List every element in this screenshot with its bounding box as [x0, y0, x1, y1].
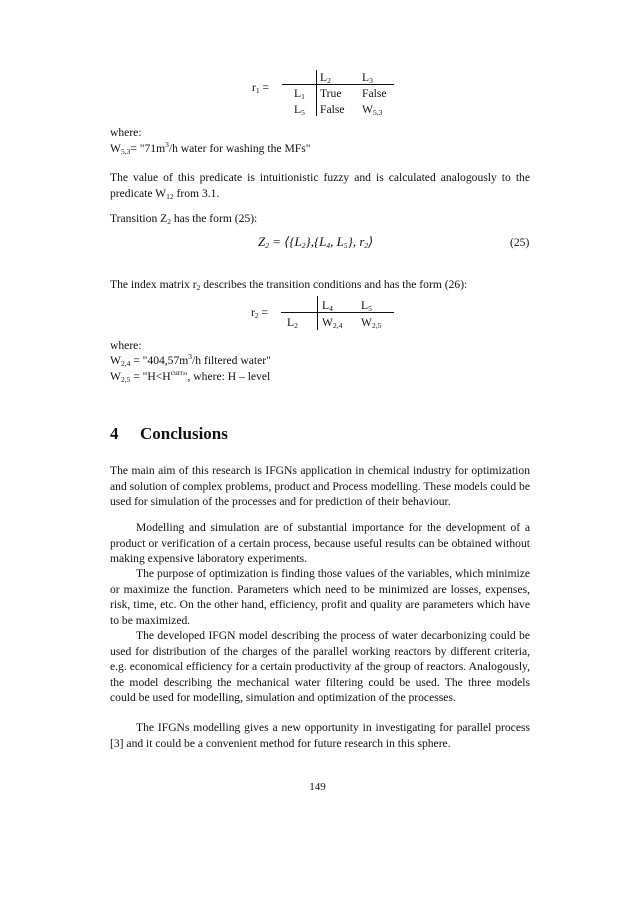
matrix-r1-vertical-rule: [316, 70, 317, 116]
equation-number: (25): [510, 236, 530, 249]
paragraph-transition: Transition $Z_2$ has the form (25):: [110, 212, 258, 226]
matrix-r1-horizontal-rule: [282, 84, 394, 85]
matrix-r2: [251, 296, 401, 332]
matrix-r2-label: $r_2$ =: [251, 306, 269, 320]
definition-w25: $W_{2,5}$ = "$H<H^{curr}$", where: H – level: [110, 368, 271, 384]
where-label: where:: [110, 339, 142, 352]
where-label: where:: [110, 126, 142, 139]
conclusions-paragraph-2: Modelling and simulation are of substantial importance for the development of a product or verification of a certain process, because useful results can be obtained without making expensive laboratory experiments.: [110, 521, 530, 565]
matrix-r2-col-header: $L_4$: [322, 299, 333, 313]
definition-w53: $W_{5,3}=$ "$71m^3/h$ water for washing the MFs": [110, 140, 311, 156]
definition-w24: $W_{2,4}$ = "$404,57m^3/h$ filtered water": [110, 352, 271, 368]
matrix-r2-row-header: $L_2$: [287, 316, 298, 330]
matrix-r1-col-header: $L_3$: [362, 71, 373, 85]
matrix-r1-row-header: $L_1$: [294, 87, 305, 101]
matrix-r1-label: $r_1$ =: [252, 81, 270, 95]
matrix-r2-col-header: $L_5$: [361, 299, 372, 313]
conclusions-paragraph-4: The developed IFGN model describing the process of water decarbonizing could be used for distribution of the charges of the parallel working reactors by different criteria, e.g. economical efficiency for a certain productivity af the group of reactors. Analogously, the model describing the mechanical water filtering could be used. The three models could be used for modelling, simulation and optimization of the processes.: [110, 629, 530, 704]
paragraph-fuzzy: The value of this predicate is intuitionistic fuzzy and is calculated analogously to the predicate $W_{12}$ from 3.1.: [110, 171, 530, 201]
section-heading: [110, 426, 228, 442]
conclusions-paragraph-5: The IFGNs modelling gives a new opportunity in investigating for parallel process [3] and it could be a convenient method for future research in this sphere.: [110, 721, 530, 750]
matrix-r2-horizontal-rule: [281, 312, 394, 313]
section-number: 4: [110, 424, 119, 443]
section-title: Conclusions: [140, 424, 228, 443]
matrix-r1-row-header: $L_5$: [294, 103, 305, 117]
matrix-r1-cell: True: [320, 87, 342, 100]
conclusions-paragraph-1: The main aim of this research is IFGNs application in chemical industry for optimization and solution of complex problems, product and Process modelling. These models could be used for simulation of the processes and for prediction of their behaviour.: [110, 464, 530, 508]
matrix-r1-cell: $W_{5,3}$: [362, 103, 383, 117]
matrix-r2-cell: $W_{2,4}$: [322, 316, 343, 330]
matrix-r1-col-header: $L_2$: [320, 71, 331, 85]
matrix-r1-cell: False: [320, 103, 345, 116]
formula-z2: $Z_2$ = $⟨\{L_2\},\{L_4$, $L_5$}, $r_2⟩$: [258, 234, 374, 250]
matrix-r2-cell: $W_{2,5}$: [361, 316, 382, 330]
page-number: 149: [309, 781, 326, 793]
matrix-r1-cell: False: [362, 87, 387, 100]
matrix-r1: [252, 70, 402, 120]
conclusions-paragraph-3: The purpose of optimization is finding those values of the variables, which minimize or maximize the function. Parameters which need to be minimized are losses, expenses, risk, time, etc. On the other hand, efficiency, profit and quality are parameters which have to be maximized.: [110, 567, 530, 627]
matrix-r2-vertical-rule: [317, 296, 318, 330]
paragraph-index-matrix: The index matrix $r_2$ describes the transition conditions and has the form (26):: [110, 278, 468, 292]
